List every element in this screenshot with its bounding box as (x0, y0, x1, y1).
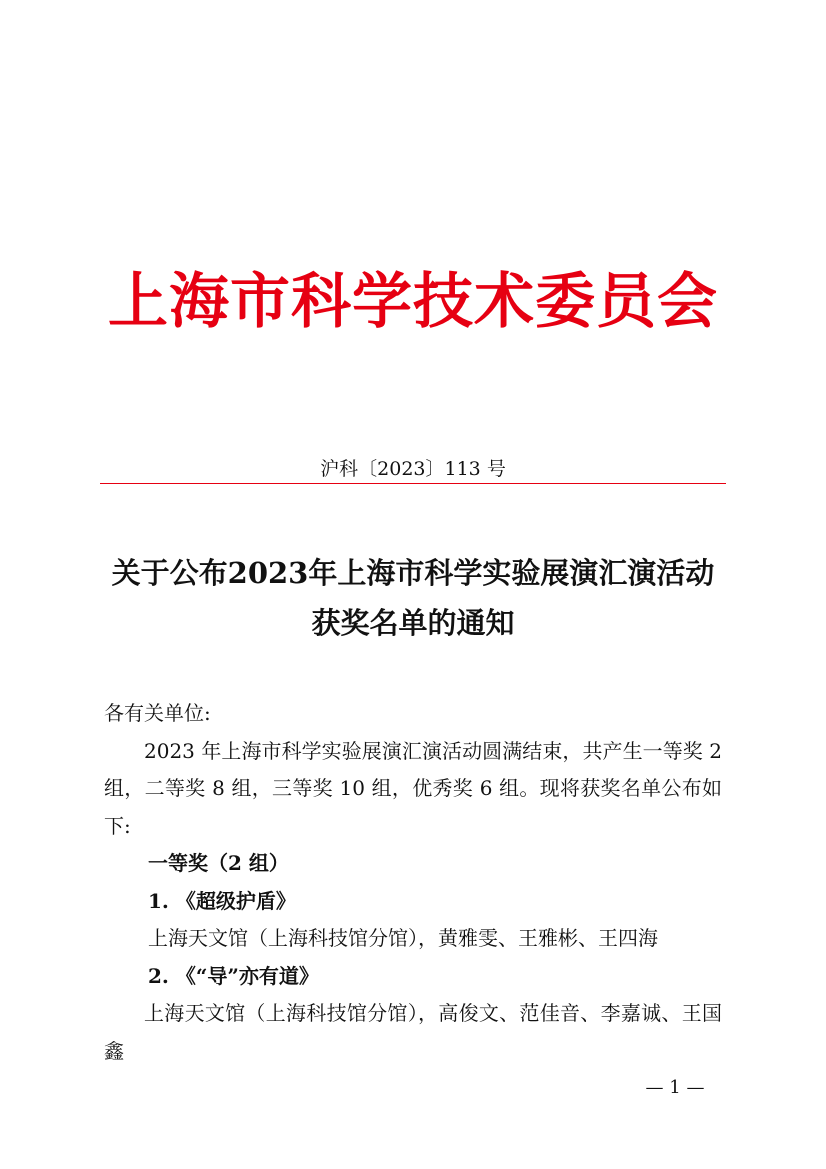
entry-1-winners: 上海天文馆（上海科技馆分馆），黄雅雯、王雅彬、王四海 (148, 926, 658, 950)
document-body (104, 695, 722, 1070)
page-number: — 1 — (645, 1077, 705, 1098)
document-title-line-2: 获奖名单的通知 (311, 606, 515, 640)
entry-1-title: 1. 《超级护盾》 (148, 888, 296, 913)
document-number: 沪科〔2023〕113 号 (320, 458, 506, 480)
salutation: 各有关单位: (104, 701, 211, 725)
issuer-masthead: 上海市科学技术委员会 (108, 267, 718, 337)
document-title-line-1: 关于公布2023年上海市科学实验展演汇演活动 (111, 556, 715, 590)
first-prize-heading: 一等奖（2 组） (148, 851, 289, 875)
red-divider-line (100, 483, 726, 484)
entry-2-title: 2. 《“导”亦有道》 (148, 963, 319, 988)
entry-2-winners: 上海天文馆（上海科技馆分馆），高俊文、范佳音、李嘉诚、王国鑫 (104, 1001, 722, 1063)
intro-paragraph: 2023 年上海市科学实验展演汇演活动圆满结束，共产生一等奖 2 组，二等奖 8 组，三等奖 10 组，优秀奖 6 组。现将获奖名单公布如下: (104, 738, 722, 838)
